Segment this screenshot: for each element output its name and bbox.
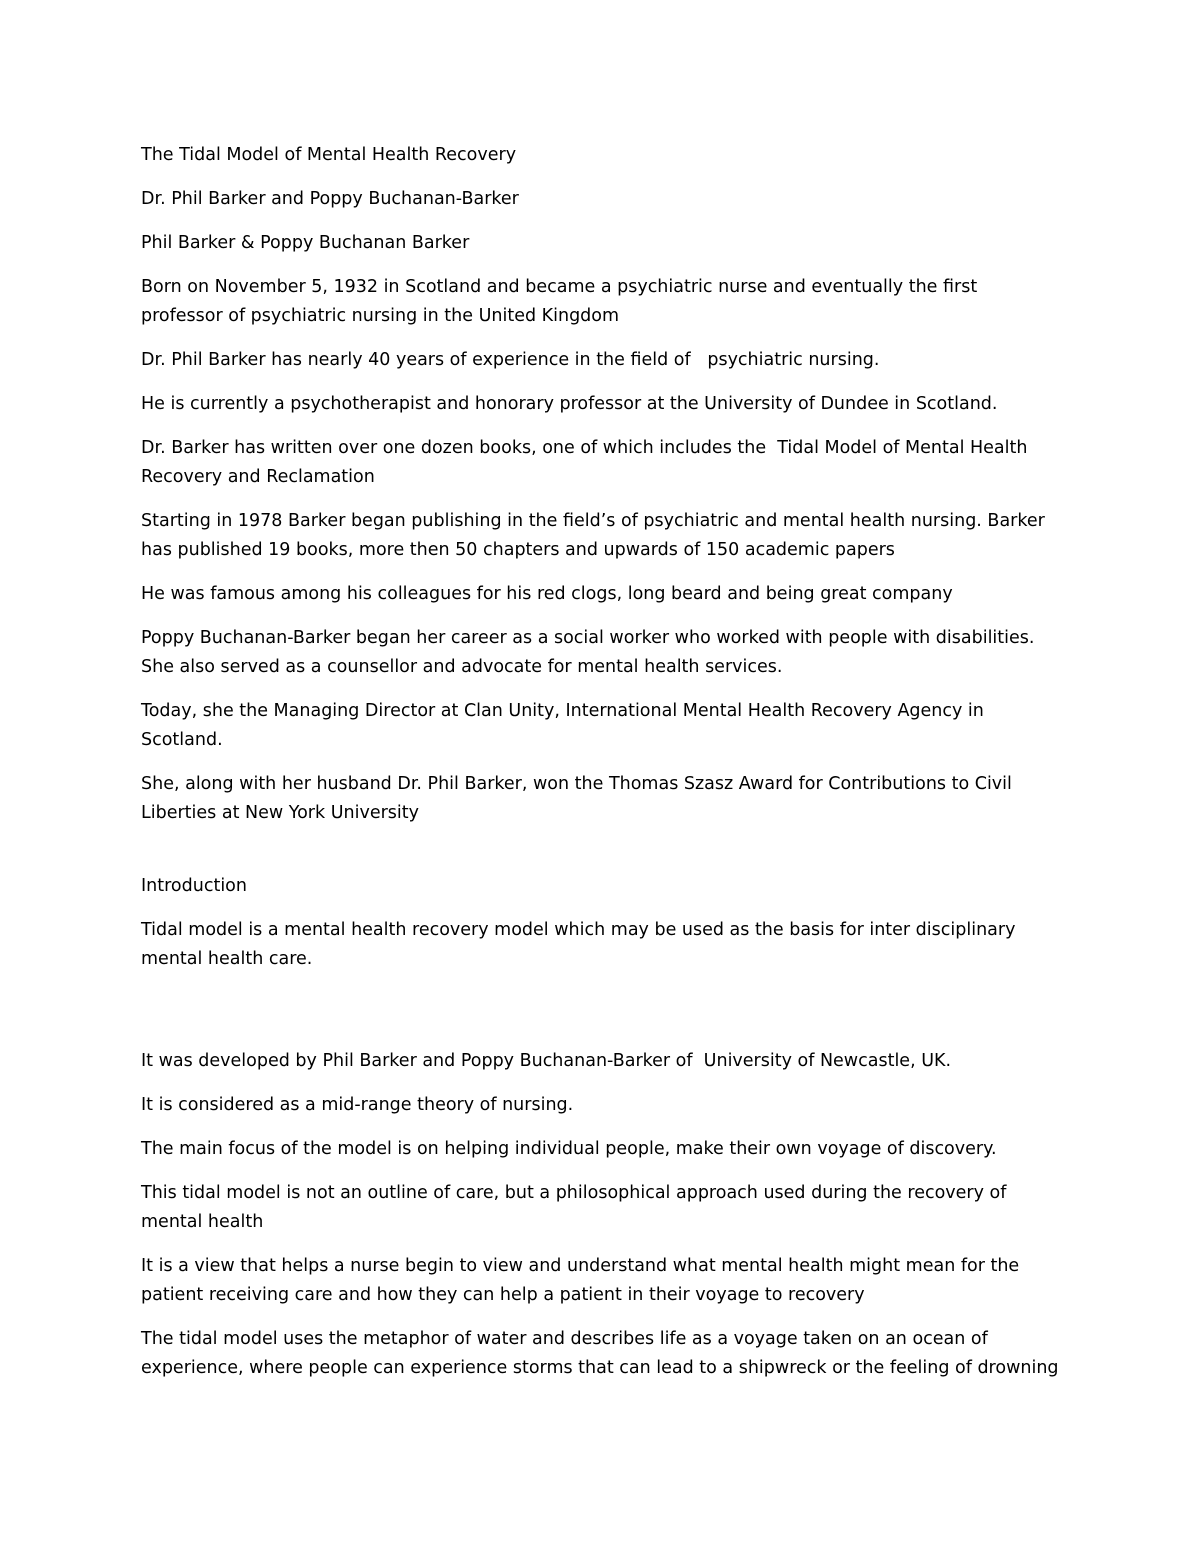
paragraph-current-role: He is currently a psychotherapist and honorary professor at the University of Dundee in Scotland. <box>141 394 998 414</box>
paragraph-water-metaphor: The tidal model uses the metaphor of water and describes life as a voyage taken on an ocean of experience, where people can experience storms that can lead to a shipwreck or the feeling of drowning <box>141 1329 1059 1378</box>
paragraph-developed-by: It was developed by Phil Barker and Poppy Buchanan-Barker of University of Newcastle, UK. <box>141 1051 952 1071</box>
section-heading-introduction: Introduction <box>141 876 247 896</box>
paragraph-tidal-model-definition: Tidal model is a mental health recovery model which may be used as the basis for inter disciplinary mental health care. <box>141 920 1022 969</box>
paragraph-books: Dr. Barker has written over one dozen books, one of which includes the Tidal Model of Mental Health Recovery and Reclamation <box>141 438 1034 487</box>
paragraph-main-focus: The main focus of the model is on helping individual people, make their own voyage of discovery. <box>141 1139 997 1159</box>
paragraph-nurse-view: It is a view that helps a nurse begin to view and understand what mental health might mean for the patient receiving care and how they can help a patient in their voyage to recovery <box>141 1256 1025 1305</box>
paragraph-award: She, along with her husband Dr. Phil Barker, won the Thomas Szasz Award for Contributions to Civil Liberties at New York University <box>141 774 1018 823</box>
paragraph-poppy-today: Today, she the Managing Director at Clan Unity, International Mental Health Recovery Agency in Scotland. <box>141 701 990 750</box>
paragraph-birth: Born on November 5, 1932 in Scotland and became a psychiatric nurse and eventually the first professor of psychiatric nursing in the United Kingdom <box>141 277 983 326</box>
paragraph-mid-range-theory: It is considered as a mid-range theory of nursing. <box>141 1095 574 1115</box>
paragraph-publishing: Starting in 1978 Barker began publishing in the field’s of psychiatric and mental health nursing. Barker has published 19 books, more then 50 chapters and upwards of 150 academic papers <box>141 511 1051 560</box>
paragraph-experience: Dr. Phil Barker has nearly 40 years of experience in the field of psychiatric nursing. <box>141 350 880 370</box>
paragraph-famous: He was famous among his colleagues for his red clogs, long beard and being great company <box>141 584 953 604</box>
authors-line-alt: Phil Barker & Poppy Buchanan Barker <box>141 233 470 253</box>
document-title: The Tidal Model of Mental Health Recovery <box>141 145 517 165</box>
paragraph-poppy-career: Poppy Buchanan-Barker began her career as a social worker who worked with people with disabilities. She also served as a counsellor and advocate for mental health services. <box>141 628 1041 677</box>
document-body <box>141 141 1061 1398</box>
paragraph-philosophical-approach: This tidal model is not an outline of care, but a philosophical approach used during the recovery of mental health <box>141 1183 1012 1232</box>
authors-line: Dr. Phil Barker and Poppy Buchanan-Barker <box>141 189 519 209</box>
